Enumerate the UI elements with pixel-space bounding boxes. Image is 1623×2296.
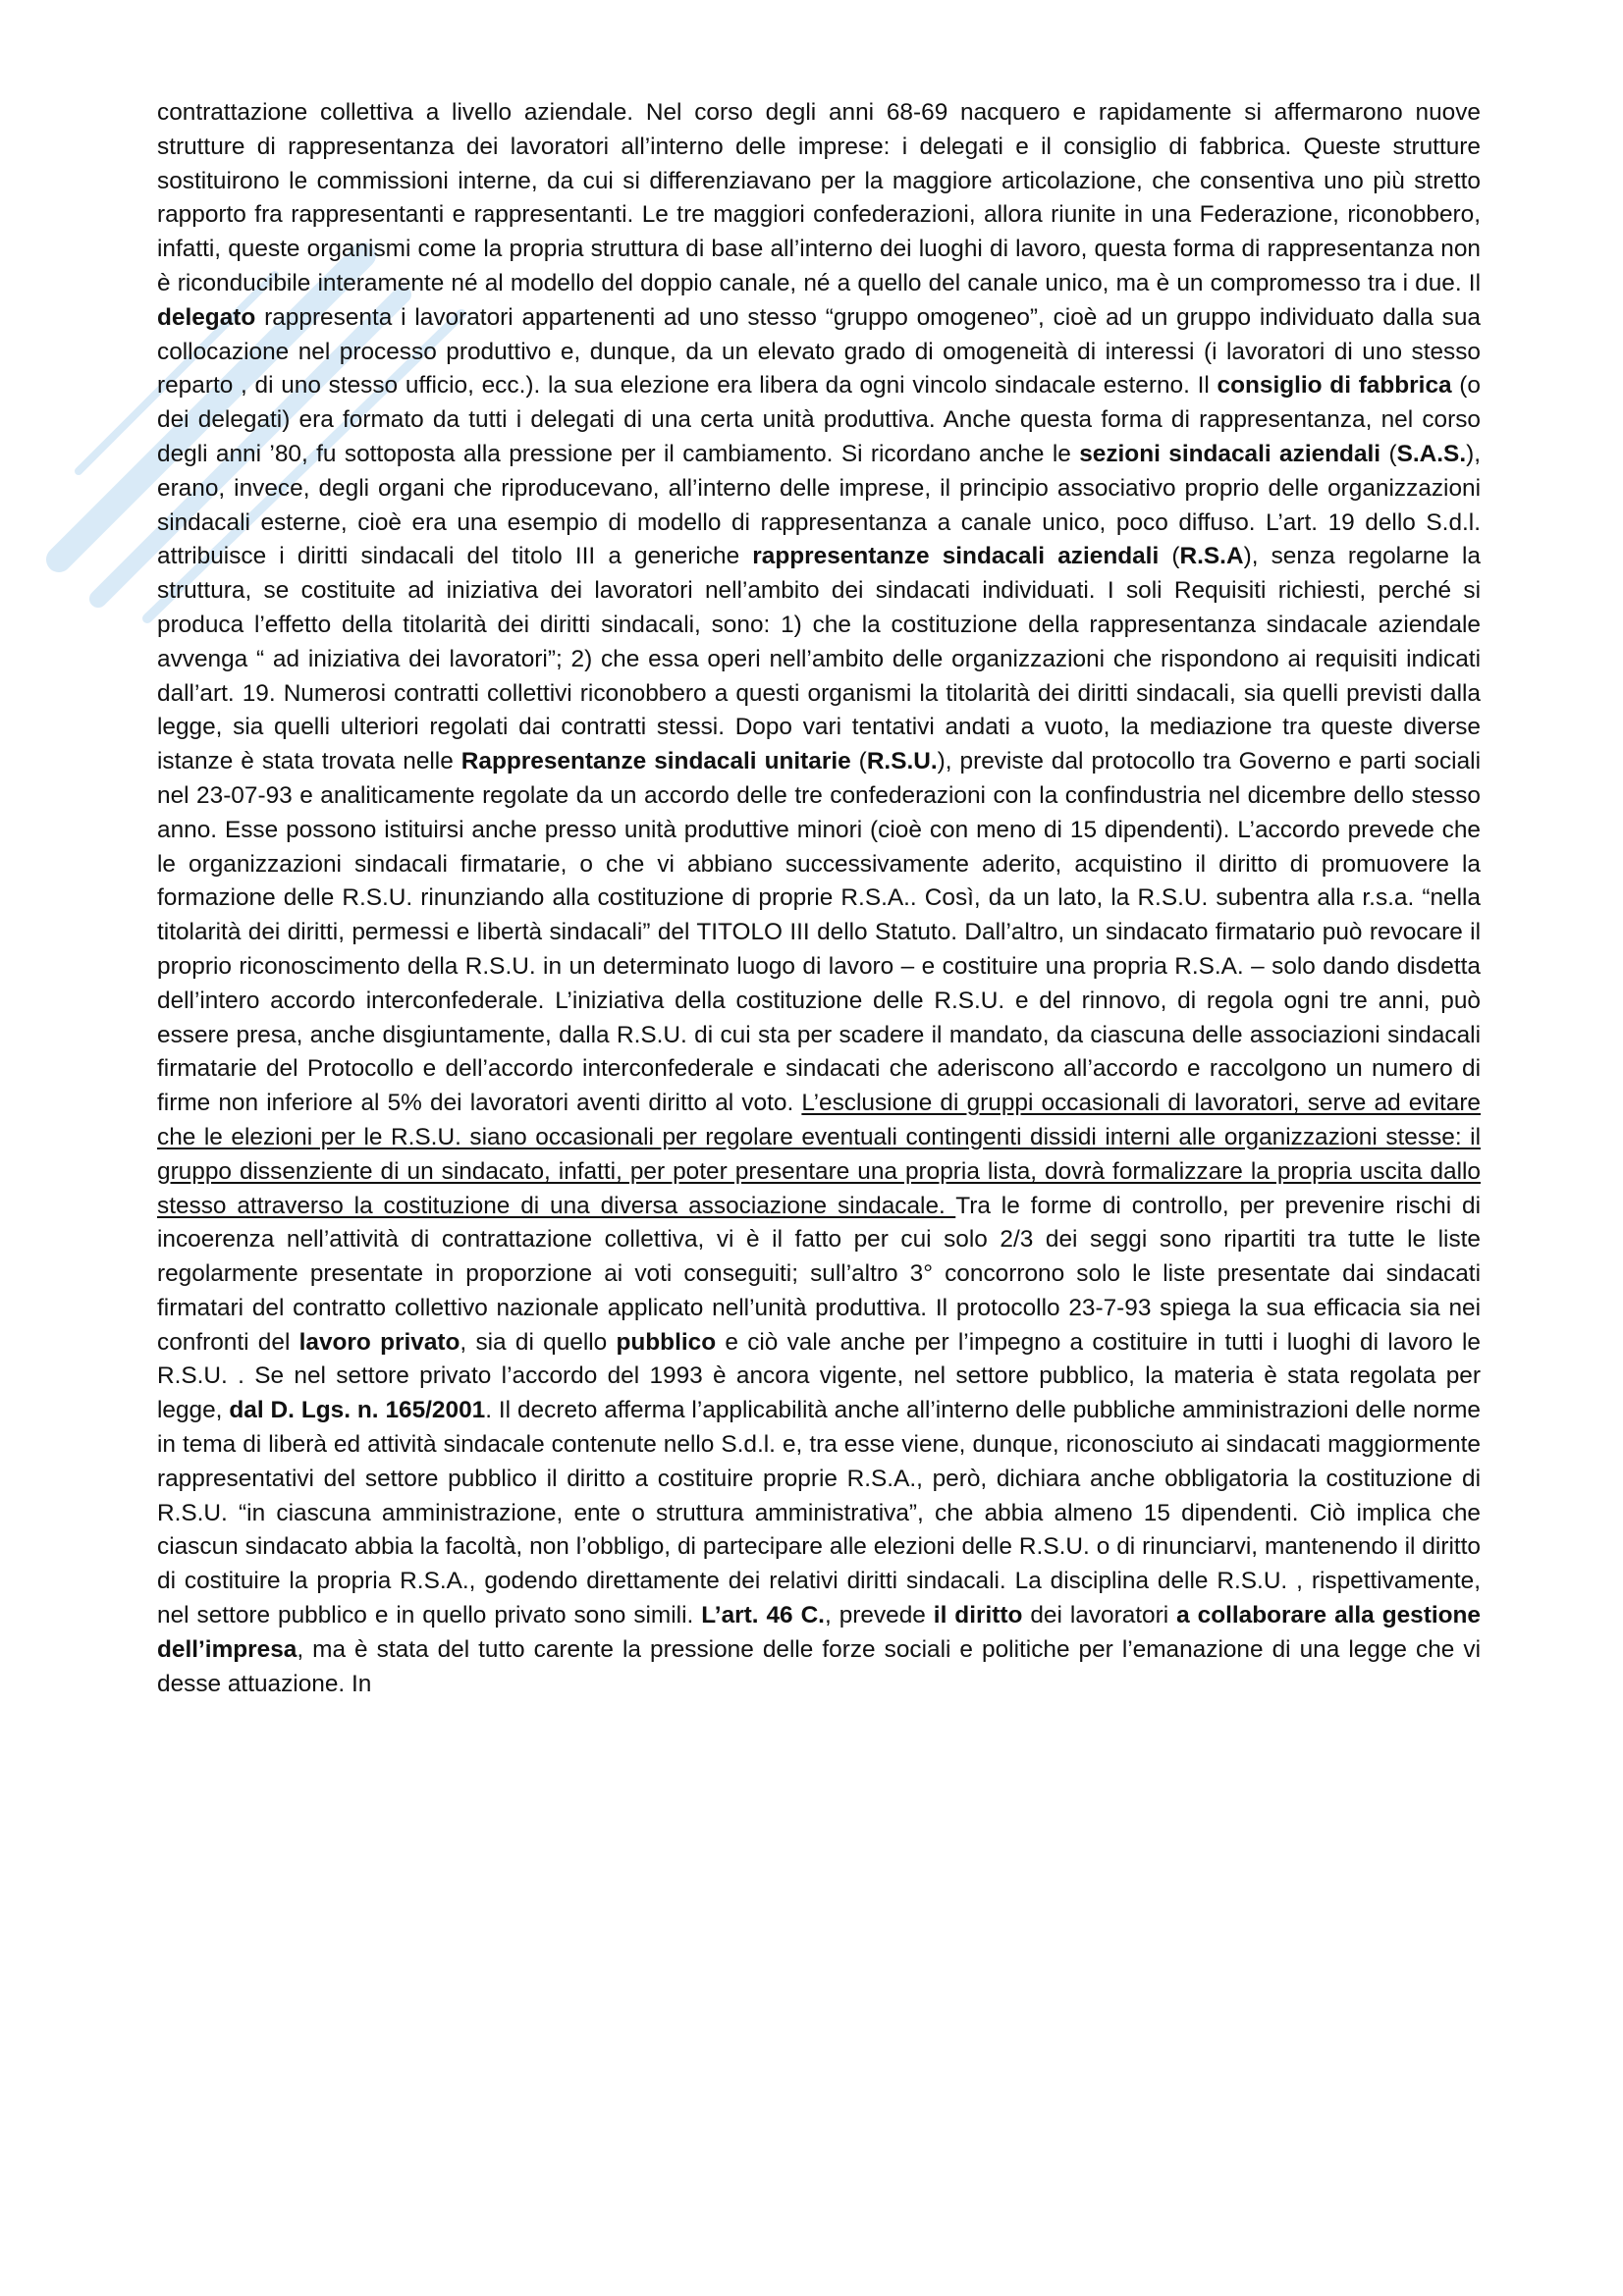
underlined-passage: L’esclusione di gruppi occasionali di lavoratori, serve ad evitare che le elezioni per le R.S.U. siano occasionali per regolare eventuali contingenti dissidi interni alle organizzazioni stesse: il gruppo dissenziente di un sindacato, infatti, per poter presentare una propria lista, dovrà formalizzare la propria uscita dallo stesso attraverso la costituzione di una diversa associazione sindacale. — [157, 1090, 1482, 1219]
text-segment: , sia di quello — [460, 1328, 617, 1356]
bold-term: dal D. Lgs. n. 165/2001 — [229, 1397, 486, 1424]
text-segment: (o dei delegati) era formato da tutti i delegati di una certa unità produttiva. Anche questa forma di rappresentanza, nel corso degli anni ’80, fu sottoposta alla pressione per il cambiamento. Si ricordano anche le — [157, 372, 1481, 467]
text-segment: , ma è stata del tutto carente la pressione delle forze sociali e politiche per l’emanazione di una legge che vi desse attuazione. In — [157, 1635, 1481, 1697]
bold-term: S.A.S. — [1396, 440, 1467, 467]
bold-term: pubblico — [616, 1328, 717, 1356]
text-segment: e ciò vale anche per l’impegno a costituire in tutti i luoghi di lavoro le R.S.U. . Se nel settore privato l’accordo del 1993 è ancora vigente, nel settore pubblico, la materia è stata regolata per legge, — [157, 1328, 1481, 1424]
paragraph — [157, 96, 1481, 1701]
text-segment: dei lavoratori — [1022, 1602, 1177, 1629]
bold-term: sezioni sindacali aziendali — [1079, 440, 1381, 467]
text-segment: ), previste dal protocollo tra Governo e parti sociali nel 23-07-93 e analiticamente regolate da un accordo delle tre confederazioni con la confindustria nel dicembre dello stesso anno. Esse possono istituirsi anche presso unità produttive minori (cioè con meno di 15 dipendenti). L’accordo prevede che le organizzazioni sindacali firmatarie, o che vi abbiano successivamente aderito, acquistino il diritto di promuovere la formazione delle R.S.U. rinunziando alla costituzione di proprie R.S.A.. Così, da un lato, la R.S.U. subentra alla r.s.a. “nella titolarità dei diritti, permessi e libertà sindacali” del TITOLO III dello Statuto. Dall’altro, un sindacato firmatario può revocare il proprio riconoscimento della R.S.U. in un determinato luogo di lavoro – e costituire una propria R.S.A. – solo dando disdetta dell’intero accordo interconfederale. L’iniziativa della costituzione delle R.S.U. e del rinnovo, di regola ogni tre anni, può essere presa, anche disgiuntamente, dalla R.S.U. di cui sta per scadere il mandato, da ciascuna delle associazioni sindacali firmatarie del Protocollo e dell’accordo interconfederale e sindacati che aderiscono all’accordo e raccolgono un numero di firme non inferiore al 5% dei lavoratori aventi diritto al voto. — [157, 748, 1481, 1117]
text-segment: ( — [1380, 440, 1397, 467]
text-segment: ( — [850, 748, 867, 775]
text-segment: Tra le forme di controllo, per prevenire rischi di incoerenza nell’attività di contrattazione collettiva, vi è il fatto per cui solo 2/3 dei seggi sono ripartiti tra tutte le liste regolarmente presentate in proporzione ai voti conseguiti; sull’altro 3° concorrono solo le liste presentate dai sindacati firmatari del contratto collettivo nazionale applicato nell’unità produttiva. Il protocollo 23-7-93 spiega la sua efficacia sia nei confronti del — [157, 1192, 1481, 1356]
text-segment: contrattazione collettiva a livello aziendale. Nel corso degli anni 68-69 nacquero e rapidamente si affermarono nuove strutture di rappresentanza dei lavoratori all’interno delle imprese: i delegati e il consiglio di fabbrica. Queste strutture sostituirono le commissioni interne, da cui si differenziavano per la maggiore articolazione, che consentiva uno più stretto rapporto fra rappresentanti e rappresentanti. Le tre maggiori confederazioni, allora riunite in una Federazione, riconobbero, infatti, queste organismi come la propria struttura di base all’interno dei luoghi di lavoro, questa forma di rappresentanza non è riconducibile interamente né al modello del doppio canale, né a quello del canale unico, ma è un compromesso tra i due. Il — [157, 99, 1481, 296]
text-segment: ), erano, invece, degli organi che riproducevano, all’interno delle imprese, il principio associativo proprio delle organizzazioni sindacali esterne, cioè era una esempio di modello di rappresentanza a canale unico, poco diffuso. L’art. 19 dello S.d.l. attribuisce i diritti sindacali del titolo III a generiche — [157, 440, 1481, 570]
bold-term: a collaborare alla gestione dell’impresa — [157, 1602, 1481, 1663]
bold-term: R.S.A — [1179, 543, 1244, 570]
text-segment: . Il decreto afferma l’applicabilità anche all’interno delle pubbliche amministrazioni delle norme in tema di liberà ed attività sindacale contenute nello S.d.l. e, tra esse viene, dunque, riconosciuto ai sindacati maggiormente rappresentativi del settore pubblico il diritto a costituire proprie R.S.A., però, dichiara anche obbligatoria la costituzione di R.S.U. “in ciascuna amministrazione, ente o struttura amministrativa”, che abbia almeno 15 dipendenti. Ciò implica che ciascun sindacato abbia la facoltà, non l’obbligo, di partecipare alle elezioni delle R.S.U. o di rinunciarvi, mantenendo il diritto di costituire la propria R.S.A., godendo direttamente dei relativi diritti sindacali. La disciplina delle R.S.U. , rispettivamente, nel settore pubblico e in quello privato sono simili. — [157, 1397, 1481, 1629]
text-segment: ), senza regolarne la struttura, se costituite ad iniziativa dei lavoratori nell’ambito dei sindacati individuati. I soli Requisiti richiesti, perché si produca l’effetto della titolarità dei diritti sindacali, sono: 1) che la costituzione della rappresentanza sindacale aziendale avvenga “ ad iniziativa dei lavoratori”; 2) che essa operi nell’ambito delle organizzazioni che rispondono ai requisiti indicati dall’art. 19. Numerosi contratti collettivi riconobbero a questi organismi la titolarità dei diritti sindacali, sia quelli previsti dalla legge, sia quelli ulteriori regolati dai contratti stessi. Dopo vari tentativi andati a vuoto, la mediazione tra queste diverse istanze è stata trovata nelle — [157, 543, 1481, 775]
bold-term: consiglio di fabbrica — [1217, 372, 1452, 400]
text-segment: , prevede — [824, 1602, 934, 1629]
bold-term: delegato — [157, 303, 256, 331]
bold-term: rappresentanze sindacali aziendali — [752, 543, 1160, 570]
bold-term: lavoro privato — [298, 1328, 460, 1356]
text-segment: ( — [1159, 543, 1180, 570]
bold-term: L’art. 46 C. — [701, 1602, 825, 1629]
bold-term: R.S.U. — [866, 748, 938, 775]
bold-term: il diritto — [933, 1602, 1023, 1629]
body-text — [157, 96, 1481, 1701]
text-segment: rappresenta i lavoratori appartenenti ad uno stesso “gruppo omogeneo”, cioè ad un gruppo individuato dalla sua collocazione nel processo produttivo e, dunque, da un elevato grado di omogeneità di interessi (i lavoratori di uno stesso reparto , di uno stesso ufficio, ecc.). la sua elezione era libera da ogni vincolo sindacale esterno. Il — [157, 303, 1481, 400]
bold-term: Rappresentanze sindacali unitarie — [460, 748, 851, 775]
